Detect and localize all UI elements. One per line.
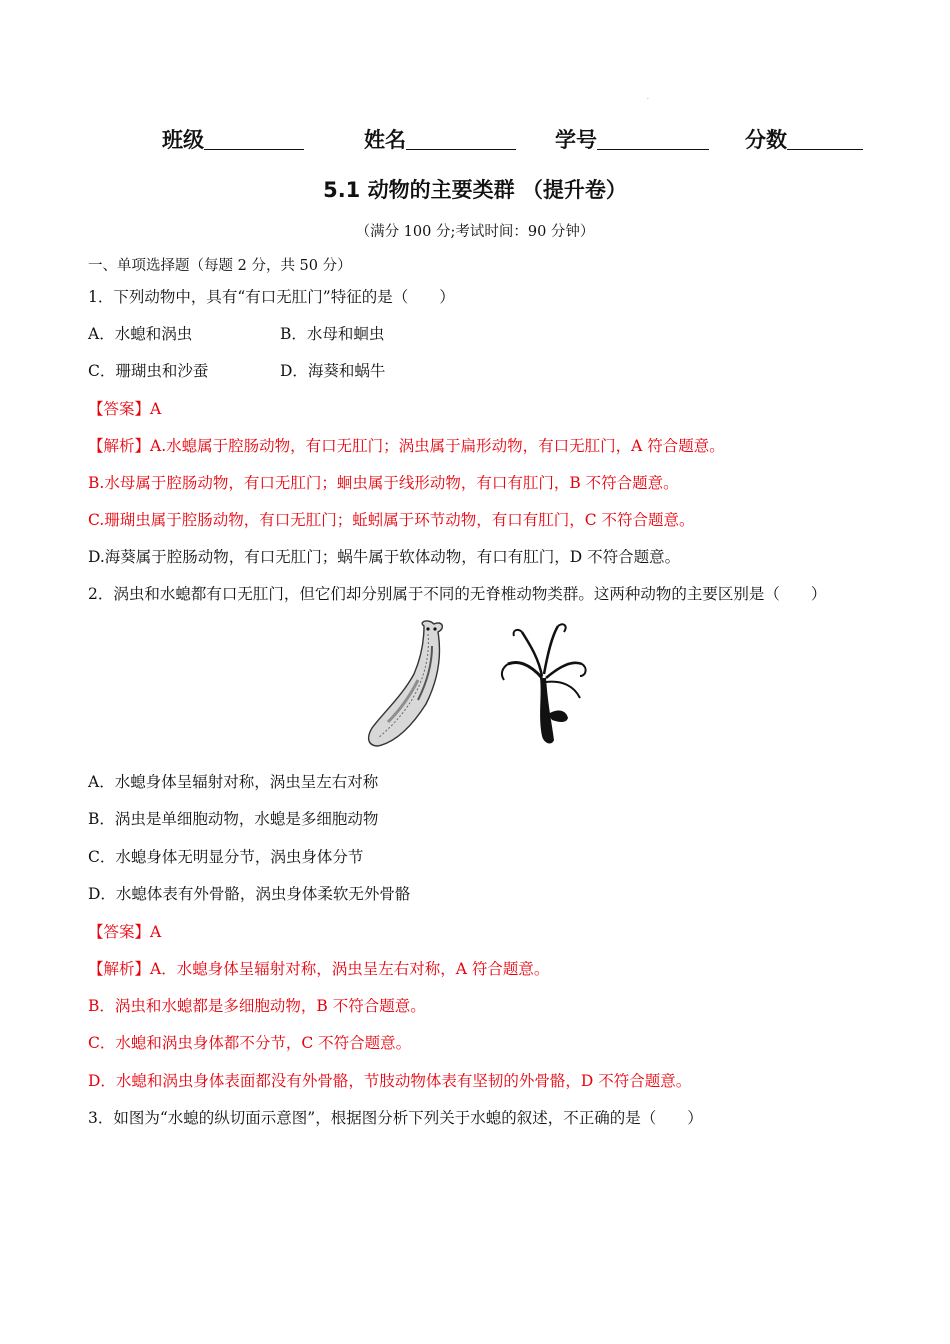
question-1-option-d[interactable]: D．海葵和蜗牛 bbox=[280, 362, 386, 380]
score-blank[interactable] bbox=[787, 129, 863, 150]
page-title: 5.1 动物的主要类群 （提升卷） bbox=[323, 178, 627, 202]
question-2-analysis-a: 【解析】A．水螅身体呈辐射对称，涡虫呈左右对称，A 符合题意。 bbox=[88, 960, 550, 978]
planarian-illustration bbox=[369, 621, 443, 746]
question-1-answer: 【答案】A bbox=[88, 400, 162, 418]
section-heading: 一、单项选择题（每题 2 分，共 50 分） bbox=[88, 258, 352, 274]
question-2-option-d[interactable]: D．水螅体表有外骨骼，涡虫身体柔软无外骨骼 bbox=[88, 885, 411, 903]
question-1-analysis-d: D.海葵属于腔肠动物，有口无肛门；蜗牛属于软体动物，有口有肛门，D 不符合题意。 bbox=[88, 548, 681, 566]
question-1-option-a[interactable]: A．水螅和涡虫 bbox=[88, 325, 193, 343]
question-3-stem: 3．如图为“水螅的纵切面示意图”，根据图分析下列关于水螅的叙述，不正确的是（ ） bbox=[88, 1109, 703, 1127]
question-2-option-c[interactable]: C．水螅身体无明显分节，涡虫身体分节 bbox=[88, 848, 364, 866]
student-id-field[interactable]: 学号 bbox=[555, 124, 709, 154]
name-blank[interactable] bbox=[406, 129, 516, 150]
question-1-analysis-b: B.水母属于腔肠动物，有口无肛门；蛔虫属于线形动物，有口有肛门，B 不符合题意。 bbox=[88, 474, 679, 492]
question-2-answer: 【答案】A bbox=[88, 923, 162, 941]
question-2-stem: 2．涡虫和水螅都有口无肛门，但它们却分别属于不同的无脊椎动物类群。这两种动物的主要区别是（ ） bbox=[88, 585, 827, 603]
question-1-option-c[interactable]: C．珊瑚虫和沙蚕 bbox=[88, 362, 209, 380]
question-2-option-a[interactable]: A．水螅身体呈辐射对称，涡虫呈左右对称 bbox=[88, 773, 379, 791]
name-field[interactable]: 姓名 bbox=[364, 124, 516, 154]
planarian-hydra-figure bbox=[362, 616, 598, 754]
question-1-analysis-a: 【解析】A.水螅属于腔肠动物，有口无肛门；涡虫属于扁形动物，有口无肛门，A 符合题意。 bbox=[88, 437, 725, 455]
question-1-analysis-c: C.珊瑚虫属于腔肠动物，有口无肛门；蚯蚓属于环节动物，有口有肛门，C 不符合题意。 bbox=[88, 511, 695, 529]
stray-dot: · bbox=[647, 96, 649, 103]
student-info-header bbox=[0, 124, 950, 156]
question-1-stem: 1．下列动物中，具有“有口无肛门”特征的是（ ） bbox=[88, 288, 455, 306]
question-2-analysis-d: D．水螅和涡虫身体表面都没有外骨骼，节肢动物体表有坚韧的外骨骼，D 不符合题意。 bbox=[88, 1072, 692, 1090]
student-id-blank[interactable] bbox=[597, 129, 709, 150]
question-2-analysis-c: C．水螅和涡虫身体都不分节，C 不符合题意。 bbox=[88, 1034, 412, 1052]
question-2-option-b[interactable]: B．涡虫是单细胞动物，水螅是多细胞动物 bbox=[88, 810, 379, 828]
score-field[interactable]: 分数 bbox=[745, 124, 863, 154]
class-field[interactable]: 班级 bbox=[162, 124, 304, 154]
class-blank[interactable] bbox=[204, 129, 304, 150]
hydra-illustration bbox=[502, 624, 586, 743]
question-2-analysis-b: B．涡虫和水螅都是多细胞动物，B 不符合题意。 bbox=[88, 997, 426, 1015]
exam-info: （满分 100 分;考试时间：90 分钟） bbox=[355, 224, 595, 240]
question-1-option-b[interactable]: B．水母和蛔虫 bbox=[280, 325, 385, 343]
